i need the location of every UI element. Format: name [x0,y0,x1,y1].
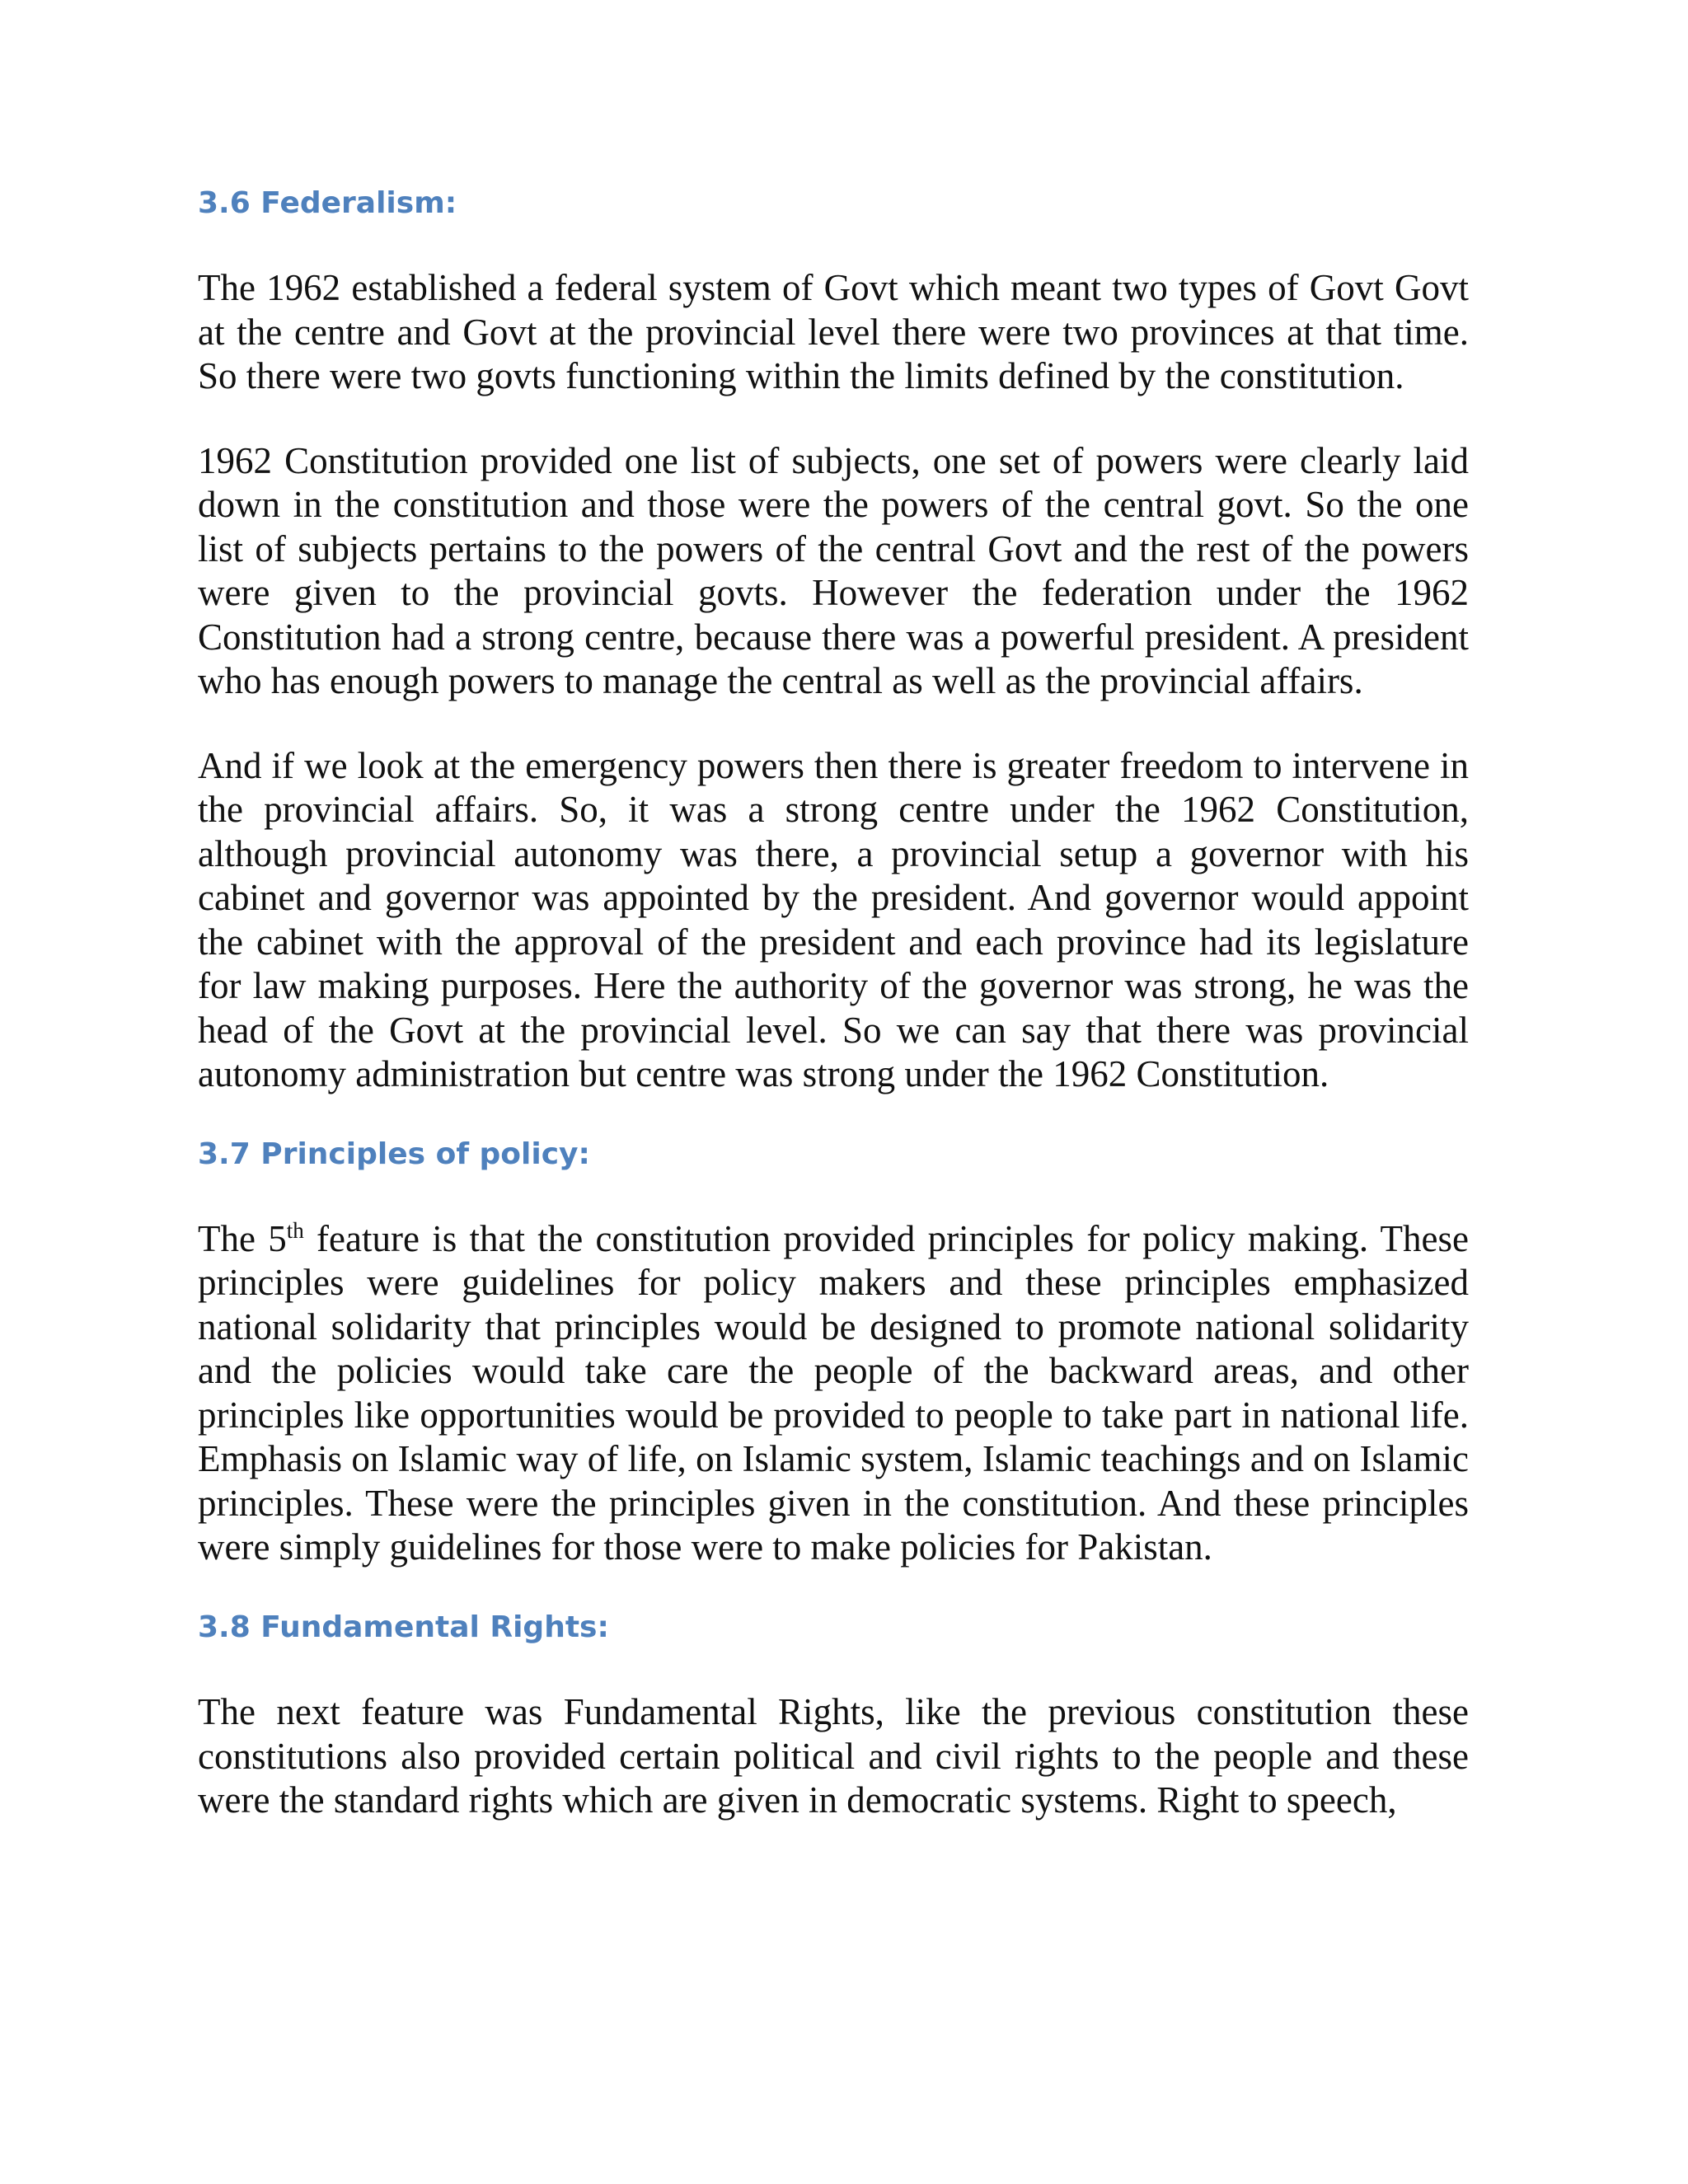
ordinal-suffix: th [286,1217,304,1243]
paragraph-principles-of-policy [198,1217,1469,1570]
paragraph-federal-system: The 1962 established a federal system of Govt which meant two types of Govt Govt at the centre and Govt at the provincial level there were two provinces at that time. So there were two govts functioning within the limits defined by the constitution. [198,267,1469,397]
section-heading-fundamental-rights: 3.8 Fundamental Rights: [198,1610,609,1644]
section-heading-principles-of-policy: 3.7 Principles of policy: [198,1137,590,1171]
paragraph-text-start: The 5 [198,1217,287,1259]
paragraph-list-of-subjects: 1962 Constitution provided one list of subjects, one set of powers were clearly laid down in the constitution and those were the powers of the central govt. So the one list of subjects pertains to the powers of the central Govt and the rest of the powers were given to the provincial govts. However the federation under the 1962 Constitution had a strong centre, because there was a powerful president. A president who has enough powers to manage the central as well as the provincial affairs. [198,439,1469,702]
section-heading-federalism: 3.6 Federalism: [198,186,457,220]
paragraph-emergency-powers: And if we look at the emergency powers then there is greater freedom to intervene in the provincial affairs. So, it was a strong centre under the 1962 Constitution, although provincial autonomy was there, a provincial setup a governor with his cabinet and governor was appointed by the president. And governor would appoint the cabinet with the approval of the president and each province had its legislature for law making purposes. Here the authority of the governor was strong, he was the head of the Govt at the provincial level. So we can say that there was provincial autonomy administration but centre was strong under the 1962 Constitution. [198,744,1469,1095]
paragraph-fundamental-rights: The next feature was Fundamental Rights, like the previous constitution these constitutions also provided certain political and civil rights to the people and these were the standard rights which are given in democratic systems. Right to speech, [198,1691,1469,1821]
paragraph-text-rest: feature is that the constitution provided principles for policy making. These principles were guidelines for policy makers and these principles emphasized national solidarity that principles would be designed to promote national solidarity and the policies would take care the people of the backward areas, and other principles like opportunities would be provided to people to take part in national life. Emphasis on Islamic way of life, on Islamic system, Islamic teachings and on Islamic principles. These were the principles given in the constitution. And these principles were simply guidelines for those were to make policies for Pakistan. [198,1217,1469,1568]
document-page [198,185,1469,1823]
